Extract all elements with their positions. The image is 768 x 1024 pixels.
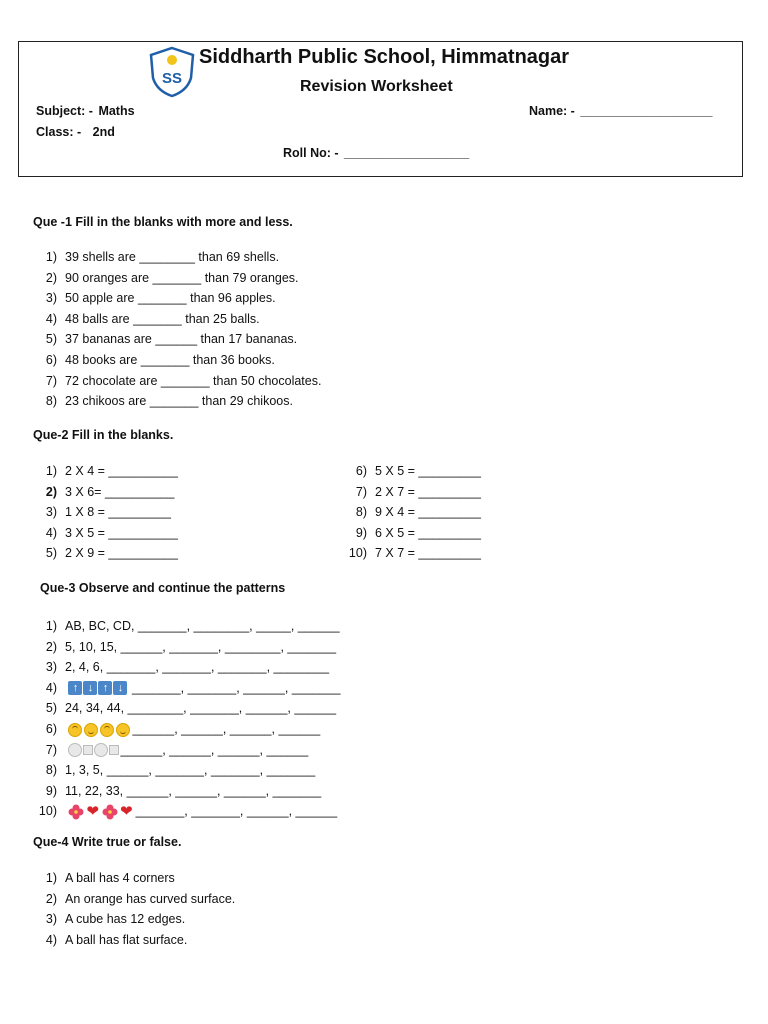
worksheet-header [18,41,743,177]
q2-title: Que-2 Fill in the blanks. [33,428,174,442]
upside-down-face-icon [68,723,82,737]
roll-field[interactable] [283,146,469,160]
class-label: Class: - [36,125,82,139]
smiley-face-icon [84,723,98,737]
white-square-icon [83,745,93,755]
list-item: 7) 72 chocolate are _______ than 50 chocolates. [45,373,322,388]
q1-title: Que -1 Fill in the blanks with more and less. [33,215,293,229]
list-item: 4) 48 balls are _______ than 25 balls. [45,311,260,326]
name-label: Name: - [529,104,575,118]
list-item: 8) 23 chikoos are _______ than 29 chikoos. [45,394,293,409]
red-heart-icon: ❤ [86,803,100,821]
list-item: 2) An orange has curved surface. [45,891,236,906]
list-item: 4) ↑ ↓ ↑ ↓ _______, _______, ______, _______ [45,680,341,695]
roll-blank[interactable]: __________________ [344,146,470,160]
list-item: 6) 5 X 5 = _________ [355,464,481,478]
list-item: 7) ______, ______, ______, ______ [45,742,309,757]
hibiscus-icon [102,804,118,820]
red-heart-icon: ❤ [120,803,133,821]
hibiscus-icon [68,804,84,820]
list-item: 2) 3 X 6= __________ [45,484,175,499]
list-item: 2) 90 oranges are _______ than 79 oranges. [45,270,299,285]
list-item: 1) AB, BC, CD, _______, ________, _____, ______ [45,619,340,633]
list-item: 1) A ball has 4 corners [45,871,175,885]
list-item: 5) 2 X 9 = __________ [45,546,178,561]
q2-left-list [33,461,178,564]
smiley-face-icon [116,723,130,737]
name-field[interactable] [529,104,712,118]
list-item: 9) 6 X 5 = _________ [355,525,481,540]
class-value: 2nd [92,125,115,139]
list-item: 1) 39 shells are ________ than 69 shells. [45,250,280,264]
list-item: 4) 3 X 5 = __________ [45,525,178,540]
arrow-down-icon: ↓ [113,681,127,695]
list-item: 3) A cube has 12 edges. [45,912,186,927]
arrow-up-icon: ↑ [68,681,82,695]
list-item: 5) 37 bananas are ______ than 17 bananas. [45,332,298,347]
list-item: 6) 48 books are _______ than 36 books. [45,352,275,367]
name-blank[interactable]: ___________________ [580,104,713,118]
list-item: 3) 1 X 8 = _________ [45,505,171,520]
subject-label: Subject: - [36,104,93,118]
list-item: 8) 9 X 4 = _________ [355,505,481,520]
subject-value: Maths [98,104,135,118]
arrow-up-icon: ↑ [98,681,112,695]
list-item: 1) 2 X 4 = __________ [45,464,178,478]
school-name: Siddharth Public School, Himmatnagar [199,46,570,68]
upside-down-face-icon [100,723,114,737]
list-item: 3) 50 apple are _______ than 96 apples. [45,291,276,306]
list-item: 3) 2, 4, 6, _______, _______, _______, ________ [45,660,330,675]
school-logo [147,46,197,98]
white-circle-icon [68,743,82,757]
list-item: 7) 2 X 7 = _________ [355,484,481,499]
list-item: 4) A ball has flat surface. [45,932,188,947]
q3-list [33,616,341,822]
list-item: 9) 11, 22, 33, ______, ______, ______, _______ [45,783,322,798]
list-item: 6) ______, ______, ______, ______ [45,721,321,736]
q4-title: Que-4 Write true or false. [33,835,182,849]
white-square-icon [109,745,119,755]
q4-list [33,868,235,950]
arrow-down-icon: ↓ [83,681,97,695]
roll-label: Roll No: - [283,146,339,160]
q2-right-list [343,461,481,564]
list-item: 5) 24, 34, 44, ________, _______, ______, ______ [45,701,337,716]
list-item: 8) 1, 3, 5, ______, _______, _______, _______ [45,763,316,778]
white-circle-icon [94,743,108,757]
list-item: 10) 7 X 7 = _________ [348,546,481,561]
q3-title: Que-3 Observe and continue the patterns [40,581,286,595]
subject-field [36,104,135,118]
worksheet-title: Revision Worksheet [300,78,453,95]
q1-list [33,247,321,412]
list-item: 2) 5, 10, 15, ______, _______, ________, _______ [45,639,337,654]
svg-text:SS: SS [161,70,183,87]
list-item: 10) ❤ ❤ _______, _______, ______, ______ [38,803,338,821]
class-field [36,125,115,139]
